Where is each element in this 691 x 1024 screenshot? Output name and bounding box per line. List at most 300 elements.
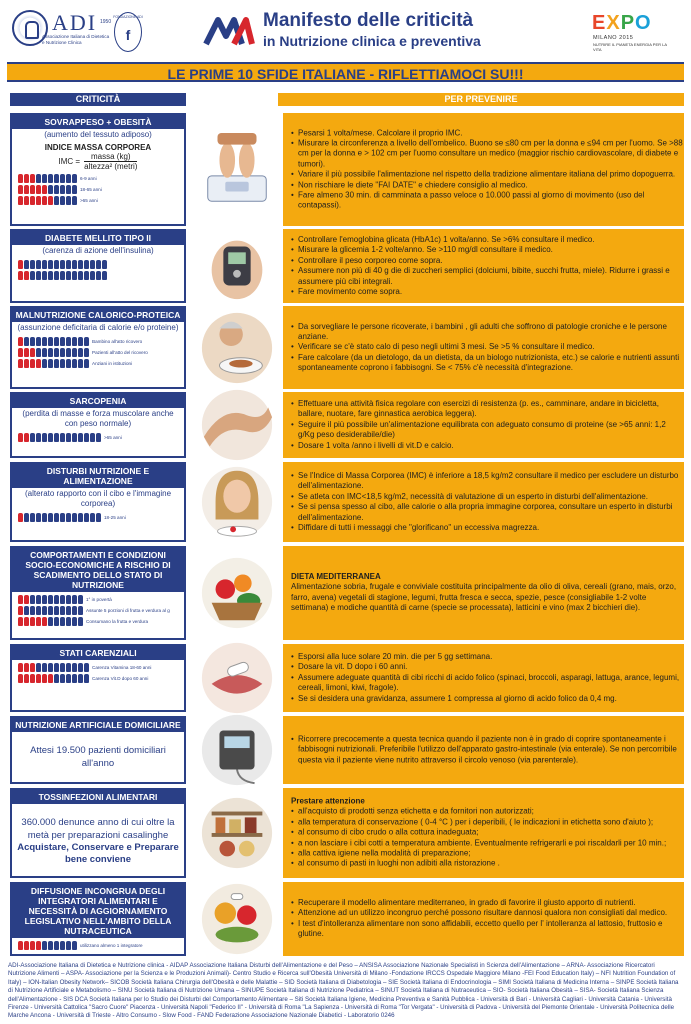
person-figure [42, 941, 47, 950]
person-figure [54, 196, 59, 205]
person-figure [90, 260, 95, 269]
people-stats [18, 433, 178, 442]
person-figure [96, 433, 101, 442]
person-figure-highlighted [24, 359, 29, 368]
person-figure [72, 348, 77, 357]
person-figure-highlighted [18, 260, 23, 269]
person-figure [30, 606, 35, 615]
row-photo [197, 462, 277, 542]
person-figure [102, 271, 107, 280]
person-figure [42, 174, 47, 183]
person-figure [54, 941, 59, 950]
person-figure [66, 196, 71, 205]
person-figure [36, 513, 41, 522]
prevenire-box [278, 306, 684, 389]
prevention-item: • Attenzione ad un utilizzo incongruo perché possono risultare dannosi qualora non consigliati dal medico. [291, 909, 683, 919]
person-figure-highlighted [30, 174, 35, 183]
person-figure [60, 513, 65, 522]
girl-refusing-food-icon [198, 463, 276, 541]
challenge-row-malnutrizione [7, 306, 684, 389]
prevention-item: • Controllare il peso corporeo come sopra. [291, 256, 683, 266]
adi-since: 1950 [100, 19, 112, 25]
stat-note: Consumano la frutta e verdura [86, 619, 149, 624]
prevention-item: • alla cattiva igiene nella modalità di preparazione; [291, 849, 683, 859]
person-figure [42, 337, 47, 346]
challenge-row-stati-carenziali [7, 644, 684, 712]
person-figure [66, 185, 71, 194]
criticita-title: DIABETE MELLITO TIPO II [12, 231, 184, 245]
stat-row [18, 359, 178, 368]
prevention-lead: Prestare attenzione [291, 796, 365, 806]
person-figure [78, 337, 83, 346]
person-figure [66, 941, 71, 950]
criticita-box [10, 644, 186, 712]
person-figure-highlighted [24, 674, 29, 683]
person-figure [78, 348, 83, 357]
person-figure-highlighted [24, 433, 29, 442]
person-figure [78, 595, 83, 604]
prevenire-box [278, 229, 684, 303]
partners-footer: ADI-Associazione Italiana di Dietetica e Nutrizione clinica - AIDAP Associazione Italiana Disturbi dell'Alimentazione e del Peso – ANSISA Associazione Nazionale Specialisti in Scienza dell'Alimentazione – ARNA- Associazione Ricercatori Nutrizione Alimenti – ASPA- Associazione per la Scienza e le Produzioni Animali)- Centro Studio e Ricerca sull'Obesità Università di Milano -Fondazione IRCCS Ospedale Maggiore Milano -FEI Food Education Italy) – NFI Nutrition Foundation of Italy) – ION-Italian Obesity Network– SICOB Società Italiana Chirurgia dell'Obesità e delle Malattie – SID Società Italiana di Diabetologia – SIE Società Italiana di Endocrinologia – SIMI Società Italiana di Medicina Interna – SINPE Società Italiana di Nutrizione Artificiale e Metabolismo – SINU Società Italiana di Nutrizione Umana – SINUPE Società Italiana di Nutrizione Pediatrica – SINUT Società Italiana di Nutraceutica – SIO- Società Italiana Obesità – SISA- Società Italiana Scienza dell'Alimentazione - SIS DCA Società Italiana per lo Studio dei Disturbi del Comportamento Alimentare – Siti Società Italiana Igiene, Medicina Preventiva e Sanità Pubblica - Università di Bari - Università Cagliari - Università Catania - Università Firenze - Università Cattolica "Sacro Cuore" Piacenza - Università Napoli "Federico II" - Università di Roma "La Sapienza - Università di Roma "Tor Vergata" - Università di Padova - Università del Piemonte Orientale - Università Politecnica delle Marche Ancona - Università di Trieste - Altro Consumo - Slow Food - FAND Federazione Associazione Nazionale Diabetici - Laboratorio 0246 [8, 962, 679, 1020]
person-figure [60, 271, 65, 280]
person-figure [30, 271, 35, 280]
prevenire-box [278, 882, 684, 956]
person-figure [42, 595, 47, 604]
person-figure-highlighted [18, 348, 23, 357]
person-figure-highlighted [30, 663, 35, 672]
person-figure [84, 348, 89, 357]
prevention-item: • a non lasciare i cibi cotti a temperatura ambiente. Eventualmente refrigerarli e poi riscaldarli per 10 min.; [291, 838, 683, 848]
person-figure [60, 595, 65, 604]
person-figure [48, 663, 53, 672]
prevention-item: • all'acquisto di prodotti senza etichetta e da fornitori non autorizzati; [291, 807, 683, 817]
person-figure [30, 513, 35, 522]
person-figure [42, 513, 47, 522]
food-shelf-icon [198, 794, 276, 872]
person-figure [72, 433, 77, 442]
person-figure [30, 260, 35, 269]
stat-note: utilizzano almeno 1 integratore [80, 943, 143, 948]
criticita-box [10, 716, 186, 784]
person-figure [66, 337, 71, 346]
person-figure [72, 941, 77, 950]
person-figure-highlighted [36, 196, 41, 205]
person-figure [36, 433, 41, 442]
criticita-title: STATI CARENZIALI [12, 646, 184, 660]
prevenire-box [278, 716, 684, 784]
pill-mouth-icon [198, 639, 276, 717]
stat-row [18, 196, 178, 205]
person-figure [54, 185, 59, 194]
person-figure [30, 337, 35, 346]
prevention-item: • Fare almeno 30 min. di camminata a passo veloce o 10.000 passi al giorno di movimento (uso del contapassi). [291, 190, 683, 211]
person-figure [48, 513, 53, 522]
person-figures-row [18, 359, 89, 368]
stat-note: >65 anni [104, 435, 122, 440]
expo-letter-o: O [635, 12, 652, 34]
person-figure [66, 595, 71, 604]
prevention-item: • Se si desidera una gravidanza, assumere 1 compressa al giorno di acido folico da 0,4 mg. [291, 694, 683, 704]
poster-header [0, 0, 691, 60]
imc-numerator: massa (kg) [84, 152, 137, 162]
prevention-item: • Se si pensa spesso al cibo, alle calorie o alla propria immagine corporea, consultare un esperto in disturbi dell'alimentazione. [291, 502, 683, 523]
person-figure [54, 359, 59, 368]
person-figure [96, 513, 101, 522]
stat-note: >65 anni [80, 198, 98, 203]
prevention-item: • Fare calcolare (da un dietologo, da un dietista, da un biologo nutrizionista, etc.) se calorie e nutrienti assunti spontaneamente coprono i fabbisogni. Se < 75% c'è necessità d'integrazione. [291, 353, 683, 374]
person-figure [54, 663, 59, 672]
person-figure-highlighted [42, 196, 47, 205]
person-figure [36, 348, 41, 357]
person-figure [48, 617, 53, 626]
row-photo [197, 644, 277, 712]
person-figure [48, 595, 53, 604]
prevention-item: • al consumo di cibo crudo o alla cottura inadeguata; [291, 828, 683, 838]
stat-row [18, 663, 178, 672]
person-figures-row [18, 606, 83, 615]
headline-banner: LE PRIME 10 SFIDE ITALIANE - RIFLETTIAMOCI SU!!! [7, 62, 684, 82]
prevention-item: • Verificare se c'è stato calo di peso negli ultimi 3 mesi. Se >5 % consultare il medico. [291, 342, 683, 352]
fondazione-caption: FONDAZIONE ADI [113, 15, 143, 19]
stat-row [18, 174, 178, 183]
stat-note: 1° in povertà [86, 597, 112, 602]
challenge-row-integratori [7, 882, 684, 956]
people-stats [18, 174, 178, 205]
person-figure [42, 260, 47, 269]
person-figure [48, 260, 53, 269]
stat-row [18, 941, 178, 950]
person-figure-highlighted [24, 595, 29, 604]
expo-logo [592, 12, 652, 35]
people-stats [18, 513, 178, 522]
person-figure [48, 433, 53, 442]
person-figures-row [18, 674, 89, 683]
criticita-stat: 360.000 denunce anno di cui oltre la metà per preparazioni casalinghe [21, 817, 175, 841]
person-figure [60, 260, 65, 269]
person-figure-highlighted [30, 941, 35, 950]
person-figure [42, 433, 47, 442]
person-figure [66, 663, 71, 672]
person-figure [66, 674, 71, 683]
person-figure-highlighted [42, 617, 47, 626]
arm-muscle-icon [198, 386, 276, 464]
person-figure [90, 513, 95, 522]
prevention-item: • Se atleta con IMC<18,5 kg/m2, necessità di valutazione di un esperto in disturbi dell'alimentazione. [291, 492, 683, 502]
person-figure-highlighted [24, 941, 29, 950]
person-figure [42, 606, 47, 615]
elderly-meal-icon [198, 309, 276, 387]
person-figure [84, 674, 89, 683]
person-figures-row [18, 196, 77, 205]
prevention-item: • Se l'Indice di Massa Corporea (IMC) è inferiore a 18,5 kg/m2 consultare il medico per escludere un disturbo dell'alimentazione. [291, 471, 683, 492]
row-photo [197, 546, 277, 640]
stat-row [18, 513, 178, 522]
person-figure [66, 271, 71, 280]
person-figure [84, 260, 89, 269]
person-figure-highlighted [18, 663, 23, 672]
person-figure-highlighted [24, 185, 29, 194]
expo-letter-p: P [620, 12, 636, 34]
person-figure-highlighted [24, 271, 29, 280]
adi-logo-text: ADI [52, 10, 98, 35]
row-photo [197, 788, 277, 878]
person-figure [36, 174, 41, 183]
person-figure [42, 663, 47, 672]
person-figure [48, 271, 53, 280]
stat-row [18, 595, 178, 604]
person-figure [30, 595, 35, 604]
person-figure [54, 174, 59, 183]
expo-letter-e: E [592, 12, 607, 34]
person-figure [78, 663, 83, 672]
prevention-item: • Non rischiare le diete "FAI DATE" e chiedere consiglio al medico. [291, 180, 683, 190]
criticita-box [10, 306, 186, 389]
person-figure-highlighted [18, 185, 23, 194]
person-figure-highlighted [24, 617, 29, 626]
person-figure [24, 260, 29, 269]
person-figure [48, 174, 53, 183]
person-figure-highlighted [48, 196, 53, 205]
person-figure [66, 513, 71, 522]
person-figure-highlighted [18, 271, 23, 280]
challenge-row-tossinfezioni [7, 788, 684, 878]
challenge-row-sarcopenia [7, 392, 684, 458]
challenge-row-diabete [7, 229, 684, 303]
person-figure [54, 433, 59, 442]
person-figure [60, 196, 65, 205]
person-figure [54, 513, 59, 522]
stat-note: 18-65 anni [80, 187, 102, 192]
person-figure [30, 433, 35, 442]
people-stats [18, 941, 178, 950]
criticita-subtitle: (aumento del tessuto adiposo) [44, 130, 152, 139]
person-figure [36, 260, 41, 269]
person-figure [48, 185, 53, 194]
criticita-title: COMPORTAMENTI E CONDIZIONI SOCIO-ECONOMICHE A RISCHIO DI SCADIMENTO DELLO STATO DI NUTRIZIONE [12, 548, 184, 592]
person-figure [36, 271, 41, 280]
poster-title: Manifesto delle criticità [263, 10, 474, 31]
person-figure-highlighted [18, 433, 23, 442]
expo-city: MILANO 2015 [593, 35, 634, 41]
person-figure-highlighted [42, 185, 47, 194]
person-figure [60, 348, 65, 357]
person-figure [72, 513, 77, 522]
criticita-box [10, 546, 186, 640]
person-figure-highlighted [30, 617, 35, 626]
person-figure [60, 617, 65, 626]
challenge-row-nutrizione-artificiale [7, 716, 684, 784]
person-figure [36, 337, 41, 346]
diet-heading: DIETA MEDITERRANEA [291, 572, 381, 582]
person-figure [66, 260, 71, 269]
poster-subtitle: in Nutrizione clinica e preventiva [263, 33, 481, 49]
person-figure-highlighted [18, 174, 23, 183]
person-figure [72, 196, 77, 205]
person-figure [66, 617, 71, 626]
person-figures-row [18, 433, 101, 442]
person-figure [60, 337, 65, 346]
person-figure [66, 606, 71, 615]
prevention-item: • Controllare l'emoglobina glicata (HbA1c) 1 volta/anno. Se >6% consultare il medico. [291, 235, 683, 245]
mn-logo-icon [200, 14, 258, 50]
prevention-item: • Diffidare di tutti i messaggi che "glorificano" un eccessiva magrezza. [291, 523, 683, 533]
person-figure [102, 260, 107, 269]
person-figures-row [18, 941, 77, 950]
stat-note: Anziani in istituzioni [92, 361, 133, 366]
person-figure [84, 337, 89, 346]
imc-formula [20, 143, 176, 171]
person-figure-highlighted [24, 196, 29, 205]
prevention-item: • Assumere adeguate quantità di cibi ricchi di acido folico (spinaci, broccoli, asparagi, lattuga, arance, legumi, cereali, limoni, kiwi, fragole). [291, 673, 683, 694]
person-figure [48, 337, 53, 346]
stat-row [18, 348, 178, 357]
prevention-item: • Pesarsi 1 volta/mese. Calcolare il proprio IMC. [291, 128, 683, 138]
prevention-item: • Misurare la circonferenza a livello dell'ombelico. Buono se ≤80 cm per la donna e ≤94 cm per l'uomo. Se >88 cm per la donna e > 102 cm per l'uomo consultare un medico (maggior rischio cardiovascolare, di diabete e tumori). [291, 138, 683, 169]
challenge-row-sovrappeso [7, 113, 684, 226]
person-figure [90, 433, 95, 442]
criticita-title: DISTURBI NUTRIZIONE E ALIMENTAZIONE [12, 464, 184, 488]
prevenire-box [278, 644, 684, 712]
person-figure [66, 359, 71, 368]
criticita-stat: Attesi 19.500 pazienti domiciliari all'anno [30, 745, 166, 769]
person-figure [24, 606, 29, 615]
person-figure [72, 674, 77, 683]
column-header-criticita: CRITICITÀ [10, 93, 186, 106]
expo-letter-x: X [606, 12, 621, 34]
person-figure [84, 271, 89, 280]
row-photo [197, 229, 277, 303]
person-figure [54, 260, 59, 269]
imc-heading: INDICE MASSA CORPOREA [44, 143, 152, 152]
person-figure [84, 513, 89, 522]
person-figure [60, 359, 65, 368]
person-figure [84, 433, 89, 442]
person-figure [60, 674, 65, 683]
person-figures-row [18, 513, 101, 522]
person-figure-highlighted [18, 595, 23, 604]
person-figure [60, 663, 65, 672]
fondazione-letter: f [125, 27, 131, 43]
person-figure-highlighted [18, 617, 23, 626]
diet-text: Alimentazione sobria, frugale e conviviale costituita principalmente da olio di oliva, cereali (grano, mais, orzo, farro, avena) vegetali di stagione, legumi, frutta fresca e secca, spezie, pesce (consigliabile 1-2 volte settimana) e modiche quantità di carne (specie se processata), latticini e vino (max 2 bicchieri die). [291, 582, 677, 613]
person-figure [60, 433, 65, 442]
person-figures-row [18, 271, 107, 280]
person-figures-row [18, 663, 89, 672]
stat-row [18, 271, 178, 280]
person-figure-highlighted [18, 337, 23, 346]
person-figure [66, 433, 71, 442]
prevention-item: • I test d'intolleranza alimentare non sono affidabili, eccetto quello per l' intolleranza al lattosio, fruttosio e glutine. [291, 919, 683, 940]
person-figure [54, 606, 59, 615]
feeding-pump-icon [198, 711, 276, 789]
prevention-item: • Recuperare il modello alimentare mediterraneo, in grado di favorire il giusto apporto di nutrienti. [291, 898, 683, 908]
person-figure [48, 606, 53, 615]
person-figure [60, 606, 65, 615]
person-figure [60, 185, 65, 194]
person-figure-highlighted [30, 348, 35, 357]
person-figure [78, 260, 83, 269]
row-photo [197, 716, 277, 784]
person-figure [78, 617, 83, 626]
person-figure [78, 271, 83, 280]
prevenire-box [278, 392, 684, 458]
person-figure [54, 674, 59, 683]
prevenire-box [278, 113, 684, 226]
prevention-item: • Fare movimento come sopra. [291, 287, 683, 297]
person-figure [78, 674, 83, 683]
prevenire-box [278, 546, 684, 640]
criticita-box [10, 462, 186, 542]
person-figure-highlighted [18, 196, 23, 205]
person-figures-row [18, 260, 107, 269]
people-stats [18, 663, 178, 683]
stat-note: 6-9 anni [80, 176, 97, 181]
person-figure [36, 663, 41, 672]
prevention-item: • Seguire il più possibile un'alimentazione equilibrata con adeguato consumo di proteine (se >65 anni: 1,2 g/Kg peso desiderabile/die) [291, 420, 683, 441]
stat-note: Bambino all'atto ricovero [92, 339, 143, 344]
row-photo [197, 113, 277, 226]
person-figure [36, 606, 41, 615]
person-figures-row [18, 337, 89, 346]
vegetables-basket-icon [198, 554, 276, 632]
person-figure [48, 359, 53, 368]
person-figure [42, 359, 47, 368]
prevention-item: • Misurare la glicemia 1-2 volte/anno. Se >110 mg/dl consultare il medico. [291, 245, 683, 255]
people-stats [18, 337, 178, 368]
person-figure [48, 348, 53, 357]
person-figure [72, 271, 77, 280]
person-figure-highlighted [18, 606, 23, 615]
person-figure-highlighted [30, 185, 35, 194]
person-figure-highlighted [18, 359, 23, 368]
person-figure [60, 941, 65, 950]
person-figure [54, 617, 59, 626]
person-figure [78, 433, 83, 442]
supplements-fruit-icon [198, 880, 276, 958]
person-figure-highlighted [36, 359, 41, 368]
prevention-item: • Variare il più possibile l'alimentazione nel rispetto della tradizione alimentare italiana del primo dopoguerra. [291, 170, 683, 180]
criticita-title: NUTRIZIONE ARTIFICIALE DOMICILIARE [12, 718, 184, 732]
row-photo [197, 882, 277, 956]
person-figure [36, 595, 41, 604]
adi-subtitle: Associazione Italiana di Dietetica e Nutrizione Clinica [42, 34, 110, 45]
criticita-subtitle: (assunzione deficitaria di calorie e/o proteine) [17, 323, 179, 332]
person-figure-highlighted [18, 941, 23, 950]
person-figure [72, 260, 77, 269]
person-figure [66, 174, 71, 183]
criticita-title: TOSSINFEZIONI ALIMENTARI [12, 790, 184, 804]
stat-row [18, 337, 178, 346]
expo-theme: NUTRIRE IL PIANETA ENERGIA PER LA VITA [593, 42, 667, 52]
person-figure-highlighted [36, 617, 41, 626]
criticita-motto: Acquistare, Conservare e Preparare bene conviene [17, 842, 179, 865]
criticita-title: SOVRAPPESO + OBESITÀ [12, 115, 184, 129]
person-figures-row [18, 185, 77, 194]
stat-row [18, 185, 178, 194]
person-figure-highlighted [30, 674, 35, 683]
person-figure [24, 337, 29, 346]
people-stats [18, 260, 178, 280]
person-figure-highlighted [30, 359, 35, 368]
person-figure-highlighted [24, 663, 29, 672]
person-figure [72, 617, 77, 626]
prevention-item: • alla temperatura di conservazione ( 0-4 °C ) per i deperibili, ( le indicazioni in etichetta sono d'aiuto ); [291, 817, 683, 827]
person-figures-row [18, 595, 83, 604]
person-figure-highlighted [18, 674, 23, 683]
stat-row [18, 674, 178, 683]
glucometer-icon [198, 227, 276, 305]
criticita-title: SARCOPENIA [12, 394, 184, 408]
